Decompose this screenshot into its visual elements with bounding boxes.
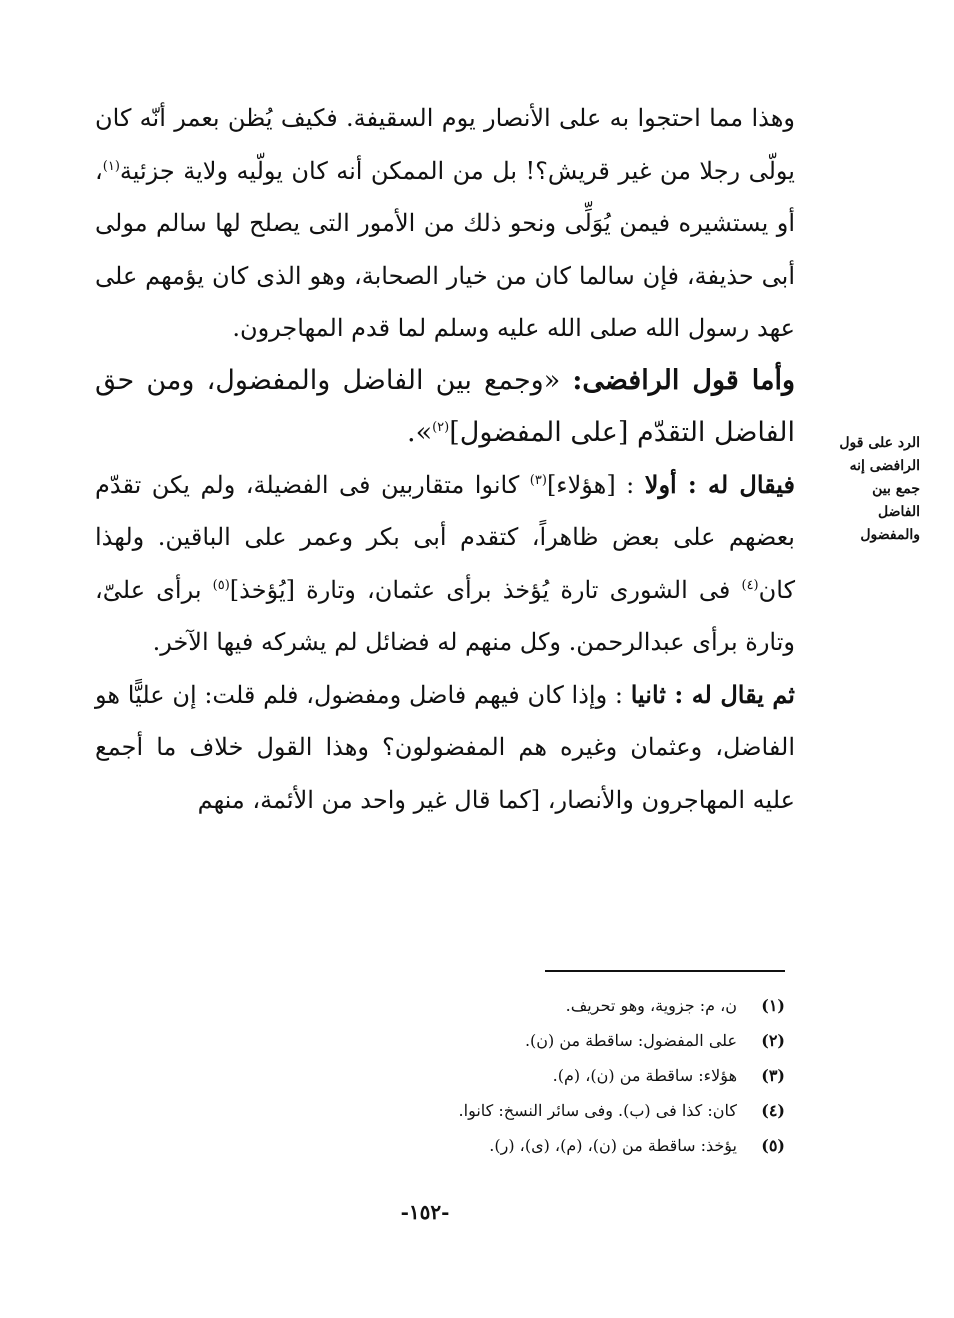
footnote-ref-1[interactable]: (١) — [102, 158, 120, 174]
second-reply-lead: ثم يقال له : — [665, 679, 795, 709]
paragraph-2 — [95, 355, 795, 459]
paragraph-1 — [95, 92, 795, 355]
footnote-item — [300, 1058, 785, 1093]
margin-note-line: والمفضول — [860, 527, 920, 543]
paragraph-3-text-a: : [هؤلاء] — [546, 470, 645, 499]
page-number: -١٥٢- — [400, 1200, 450, 1224]
main-text — [95, 92, 795, 826]
footnote-text: ن، م: جزوية، وهو تحريف. — [565, 996, 737, 1015]
rafidi-quote: «وجمع بين الفاضل والمفضول، ومن حق الفاضل التقدّم [على المفضول] — [95, 364, 795, 448]
paragraph-3-text-c: فى الشورى تارة يُؤخذ برأى عثمان، وتارة [يُؤخذ] — [229, 575, 742, 604]
margin-note-line: الرافضى إنه — [849, 458, 920, 474]
margin-note-line: جمع بين — [872, 481, 920, 497]
footnote-separator — [545, 970, 785, 972]
reply-lead: فيقال له : — [676, 469, 795, 499]
footnote-item — [300, 1093, 785, 1128]
footnote-text: كان: كذا فى (ب). وفى سائر النسخ: كانوا. — [458, 1101, 737, 1120]
paragraph-4 — [95, 669, 795, 827]
footnote-ref-4[interactable]: (٤) — [741, 577, 759, 593]
footnote-number: (٤) — [761, 1101, 785, 1120]
first-point-label: أولا — [644, 469, 677, 499]
footnote-ref-5[interactable]: (٥) — [212, 577, 230, 593]
footnote-item — [300, 1023, 785, 1058]
second-point-label: ثانيا — [630, 679, 666, 709]
footnotes — [300, 988, 785, 1163]
footnote-number: (٥) — [761, 1136, 785, 1155]
footnote-ref-3[interactable]: (٣) — [529, 472, 547, 488]
footnote-ref-2[interactable]: (٢) — [432, 419, 450, 435]
footnote-text: هؤلاء: ساقطة من (ن)، (م). — [552, 1066, 737, 1085]
footnote-number: (١) — [761, 996, 785, 1015]
margin-note-line: الفاضل — [878, 504, 920, 520]
rafidi-statement-lead: وأما قول الرافضى: — [572, 364, 796, 396]
footnote-number: (٢) — [761, 1031, 785, 1050]
paragraph-3-text-b: كانوا متقاربين فى الفضيلة، ولم يكن تقدّم بعضهم على بعض ظاهراً، كتقدم أبى بكر وعمر على الباقين. ولهذا كان — [95, 470, 795, 604]
paragraph-3-text-d: برأى علىّ، وتارة برأى عبدالرحمن. وكل منهم له فضائل لم يشركه فيها الآخر. — [95, 575, 795, 656]
footnote-text: على المفضول: ساقطة من (ن). — [524, 1031, 737, 1050]
footnote-text: يؤخذ: ساقطة من (ن)، (م)، (ى)، (ر). — [489, 1136, 737, 1155]
paragraph-1-continuation: ، أو يستشيره فيمن يُوَلِّى ونحو ذلك من الأمور التى يصلح لها سالم مولى أبى حذيفة، فإن سالما كان من خيار الصحابة، وهو الذى كان يؤمهم على عهد رسول الله صلى الله عليه وسلم لما قدم المهاجرون. — [95, 156, 795, 342]
footnote-item — [300, 1128, 785, 1163]
margin-note — [808, 432, 920, 547]
paragraph-3 — [95, 459, 795, 669]
paragraph-1-text: وهذا مما احتجوا به على الأنصار يوم السقيفة. فكيف يُظن بعمر أنّه كان يولّى رجلا من غير قريش؟! بل من الممكن أنه كان يولّيه ولاية جزئية — [95, 104, 795, 185]
paragraph-4-text: : وإذا كان فيهم فاضل ومفضول، فلم قلت: إن عليًّا هو الفاضل، وعثمان وغيره هم المفضولون؟ وهذا القول خلاف ما أجمع عليه المهاجرون والأنصار، [كما قال غير واحد من الأئمة، منهم — [95, 680, 795, 814]
footnote-number: (٣) — [761, 1066, 785, 1085]
quote-end: ». — [406, 416, 433, 448]
footnote-item — [300, 988, 785, 1023]
margin-note-line: الرد على قول — [839, 435, 920, 451]
